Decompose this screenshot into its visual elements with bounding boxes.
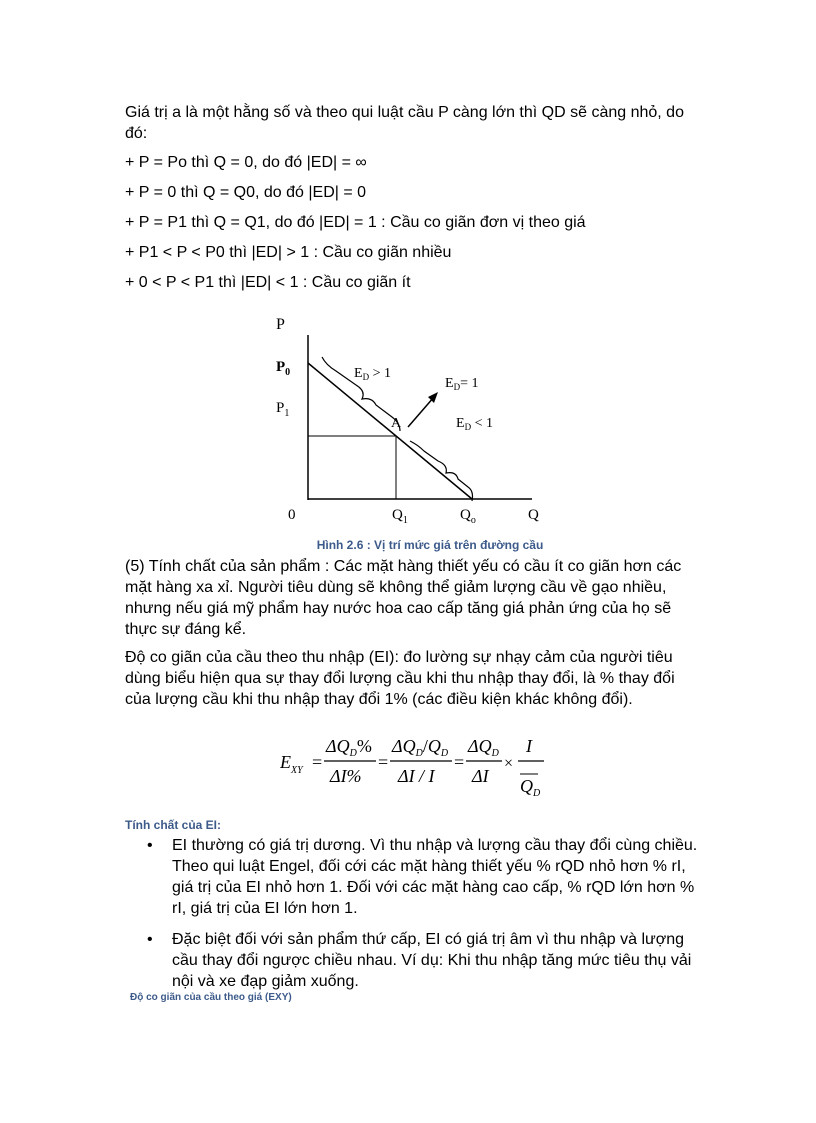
list-item-text: Đặc biệt đối với sản phẩm thứ cấp, EI có giá trị âm vì thu nhập và lượng cầu thay đổi ngược chiều nhau. Ví dụ: Khi thu nhập tăng mức tiêu thụ vải nội và xe đạp giảm xuống. <box>172 931 692 990</box>
fraction-4-denominator: $Q_D$ <box>520 776 541 799</box>
ed-greater-label: $E_D > 1$ <box>354 366 391 382</box>
income-elasticity-paragraph: Độ co giãn của cầu theo thu nhập (EI): đo lường sự nhạy cảm của người tiêu dùng biểu hiện qua sự thay đổi lượng cầu khi thu nhập thay đổi, là % thay đổi của lượng cầu khi thu nhập thay đổi 1% (các điều kiện khác không đổi). <box>125 649 675 708</box>
formula-eq-2: = <box>378 752 389 772</box>
ei-properties-heading: Tính chất của EI: <box>125 818 222 832</box>
bullet-icon: • <box>147 837 153 854</box>
p1-label: $P_1$ <box>276 400 290 419</box>
ei-properties-list <box>145 835 705 1002</box>
income-elasticity-formula <box>280 728 550 804</box>
fraction-3-numerator: $\Delta Q_D$ <box>468 736 499 759</box>
formula-times: × <box>504 755 514 772</box>
figure-caption: Hình 2.6 : Vị trí mức giá trên đường cầu <box>316 538 544 552</box>
list-item <box>145 835 705 919</box>
case-line-4: + P1 < P < P0 thì |ED| > 1 : Cầu co giãn nhiều <box>125 244 452 261</box>
fraction-2-numerator: $\Delta Q_D/Q_D$ <box>392 736 449 759</box>
q0-label: $Q_o$ <box>460 507 476 526</box>
formula-lhs: $E_{XY}$ <box>280 752 303 776</box>
axis-q-label: Q <box>528 507 539 523</box>
list-item <box>145 929 705 992</box>
formula-eq-3: = <box>454 752 465 772</box>
case-line-2: + P = 0 thì Q = Q0, do đó |ED| = 0 <box>125 184 367 201</box>
origin-label: 0 <box>288 507 296 523</box>
formula-eq-1: = <box>312 752 323 772</box>
list-item-text: EI thường có giá trị dương. Vì thu nhập và lượng cầu thay đổi cùng chiều. Theo qui luật Engel, đối cới các mặt hàng thiết yếu % rQD nhỏ hơn % rI, giá trị của EI nhỏ hơn 1. Đối với các mặt hàng cao cấp, % rQD lớn hơn % rI, giá trị của EI lớn hơn 1. <box>172 837 698 917</box>
demand-elasticity-figure <box>260 305 560 530</box>
case-line-5: + 0 < P < P1 thì |ED| < 1 : Cầu co giãn ít <box>125 274 411 291</box>
fraction-1-numerator: $\Delta Q_D\%$ <box>326 736 372 759</box>
bullet-icon: • <box>147 931 153 948</box>
property-paragraph-5: (5) Tính chất của sản phẩm : Các mặt hàng thiết yếu có cầu ít co giãn hơn các mặt hàng xa xỉ. Người tiêu dùng sẽ không thể giảm lượng cầu về gạo nhiều, nhưng nếu giá mỹ phẩm hay nước hoa cao cấp tăng giá phản ứng của họ sẽ thực sự đáng kể. <box>125 558 682 638</box>
axis-p-label: P <box>276 316 285 333</box>
fraction-2-denominator: ΔI / I <box>398 766 435 786</box>
cross-elasticity-heading: Độ co giãn của cầu theo giá (EXY) <box>130 992 292 1003</box>
point-a-label: A <box>391 416 402 431</box>
fraction-1-denominator: ΔI% <box>330 766 362 786</box>
case-line-1: + P = Po thì Q = 0, do đó |ED| = ∞ <box>125 154 367 171</box>
p0-label: $P_0$ <box>276 359 291 378</box>
ed-less-label: $E_D < 1$ <box>456 416 493 432</box>
fraction-3-denominator: ΔI <box>472 766 489 786</box>
case-line-3: + P = P1 thì Q = Q1, do đó |ED| = 1 : Cầu co giãn đơn vị theo giá <box>125 214 586 231</box>
ed-equal-label: $E_D= 1$ <box>445 376 479 392</box>
fraction-4-numerator: I <box>526 736 532 756</box>
q1-label: $Q_1$ <box>392 507 408 526</box>
intro-paragraph: Giá trị a là một hằng số và theo qui luật cầu P càng lớn thì QD sẽ càng nhỏ, do đó: <box>125 104 684 142</box>
unit-elasticity-arrow <box>408 397 434 427</box>
